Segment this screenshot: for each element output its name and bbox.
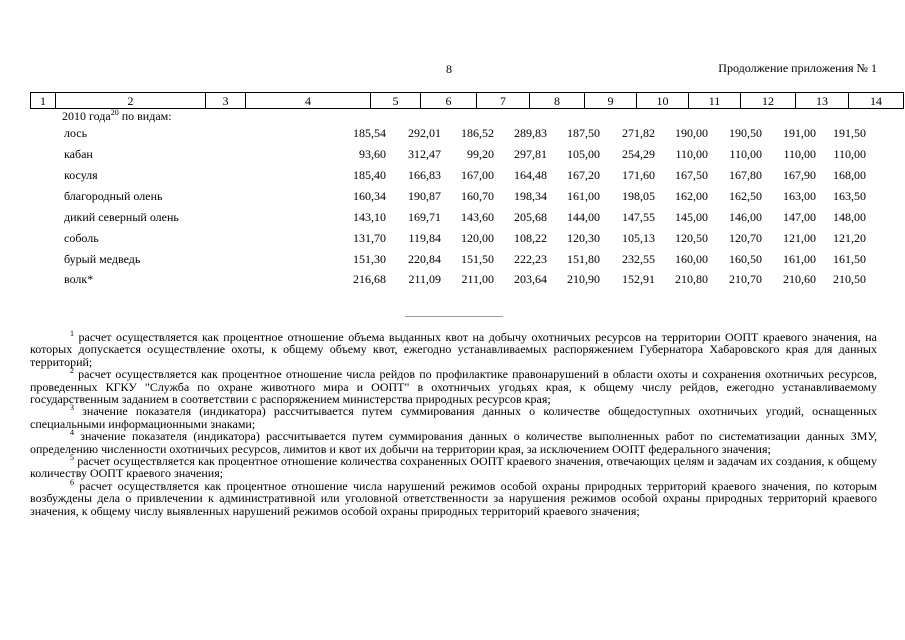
table-row <box>0 189 905 205</box>
value-cell: 143,60 <box>461 210 494 224</box>
species-label: бурый медведь <box>64 252 141 266</box>
value-cell: 93,60 <box>359 147 386 161</box>
footnote-number: 4 <box>70 428 74 438</box>
value-cell: 120,00 <box>461 231 494 245</box>
column-number-cell: 1 <box>31 93 56 109</box>
value-cell: 146,00 <box>729 210 762 224</box>
value-cell: 120,30 <box>567 231 600 245</box>
value-cell: 205,68 <box>514 210 547 224</box>
table-row <box>0 231 905 247</box>
footnote-text: значение показателя (индикатора) рассчитывается путем суммирования данных о количестве выполненных работ по систематизации данных ЗМУ, определению численности охотничьих ресурсов, лимитов и квот их добычи на территории края, за исключением ООПТ федерального значения; <box>30 429 877 456</box>
value-cell: 254,29 <box>622 147 655 161</box>
value-cell: 190,50 <box>729 126 762 140</box>
value-cell: 210,60 <box>783 272 816 286</box>
value-cell: 151,50 <box>461 252 494 266</box>
footnote <box>30 331 877 368</box>
species-label: соболь <box>64 231 99 245</box>
species-label: дикий северный олень <box>64 210 179 224</box>
column-number-cell: 7 <box>477 93 530 109</box>
value-cell: 121,00 <box>783 231 816 245</box>
table-row <box>0 252 905 268</box>
column-number-cell: 5 <box>371 93 421 109</box>
value-cell: 143,10 <box>353 210 386 224</box>
value-cell: 232,55 <box>622 252 655 266</box>
value-cell: 222,23 <box>514 252 547 266</box>
footnote-text: значение показателя (индикатора) рассчитывается путем суммирования данных о количестве общедоступных охотничьих угодий, оснащенных специальными информационными знаками; <box>30 404 878 431</box>
value-cell: 147,00 <box>783 210 816 224</box>
value-cell: 198,34 <box>514 189 547 203</box>
value-cell: 120,70 <box>729 231 762 245</box>
section-label-footnote-ref: 20 <box>110 108 119 117</box>
value-cell: 191,50 <box>833 126 866 140</box>
value-cell: 211,09 <box>408 272 441 286</box>
column-number-cell: 14 <box>849 93 904 109</box>
value-cell: 292,01 <box>408 126 441 140</box>
footnote-number: 1 <box>70 329 74 338</box>
section-label-prefix: 2010 года <box>62 109 111 123</box>
species-label: волк* <box>64 272 94 286</box>
footnote-number: 6 <box>70 477 74 487</box>
value-cell: 148,00 <box>833 210 866 224</box>
column-number-cell: 6 <box>421 93 477 109</box>
column-number-cell: 4 <box>246 93 371 109</box>
value-cell: 297,81 <box>514 147 547 161</box>
footnote <box>30 368 877 405</box>
value-cell: 187,50 <box>567 126 600 140</box>
value-cell: 190,87 <box>408 189 441 203</box>
value-cell: 185,40 <box>353 168 386 182</box>
value-cell: 161,50 <box>833 252 866 266</box>
species-label: лось <box>64 126 88 140</box>
value-cell: 152,91 <box>622 272 655 286</box>
column-number-cell: 8 <box>530 93 585 109</box>
value-cell: 119,84 <box>408 231 441 245</box>
section-label <box>62 108 172 124</box>
species-label: благородный олень <box>64 189 163 203</box>
value-cell: 169,71 <box>408 210 441 224</box>
value-cell: 99,20 <box>467 147 494 161</box>
value-cell: 151,80 <box>567 252 600 266</box>
table-row <box>0 210 905 226</box>
value-cell: 105,13 <box>622 231 655 245</box>
value-cell: 166,83 <box>408 168 441 182</box>
value-cell: 110,00 <box>729 147 762 161</box>
value-cell: 160,70 <box>461 189 494 203</box>
value-cell: 110,00 <box>833 147 866 161</box>
value-cell: 289,83 <box>514 126 547 140</box>
table-row <box>0 147 905 163</box>
table-row <box>0 272 905 288</box>
section-label-suffix: по видам: <box>118 109 172 123</box>
value-cell: 161,00 <box>783 252 816 266</box>
footnote-text: расчет осуществляется как процентное отношение количества сохраненных ООПТ краевого значения, отвечающих целям и задачам их создания, к общему количеству ООПТ краевого значения; <box>30 454 877 481</box>
column-number-table <box>30 92 904 109</box>
value-cell: 144,00 <box>567 210 600 224</box>
value-cell: 163,00 <box>783 189 816 203</box>
column-number-cell: 13 <box>796 93 849 109</box>
value-cell: 160,34 <box>353 189 386 203</box>
footnote-text: расчет осуществляется как процентное отношение числа рейдов по профилактике правонарушений в области охоты и сохранения охотничьих ресурсов, проведенных КГКУ "Служба по охране животного мира и ООПТ" в охотничьих угодьях края, к общему числу рейдов, ежегодно устанавливаемому государственным заданием в соответствии с распоряжением министерства природных ресурсов края; <box>30 367 877 407</box>
value-cell: 110,00 <box>783 147 816 161</box>
footnote <box>30 455 877 480</box>
value-cell: 120,50 <box>675 231 708 245</box>
value-cell: 110,00 <box>675 147 708 161</box>
column-number-cell: 9 <box>585 93 637 109</box>
footnote <box>30 477 878 518</box>
column-number-cell: 10 <box>637 93 689 109</box>
footnote-number: 2 <box>70 366 74 376</box>
value-cell: 190,00 <box>675 126 708 140</box>
value-cell: 186,52 <box>461 126 494 140</box>
value-cell: 198,05 <box>622 189 655 203</box>
value-cell: 271,82 <box>622 126 655 140</box>
value-cell: 167,50 <box>675 168 708 182</box>
column-number-cell: 3 <box>206 93 246 109</box>
value-cell: 171,60 <box>622 168 655 182</box>
value-cell: 211,00 <box>461 272 494 286</box>
value-cell: 203,64 <box>514 272 547 286</box>
table-row <box>0 126 905 142</box>
footnote-text: расчет осуществляется как процентное отношение объема выданных квот на добычу охотничьих ресурсов на территории ООПТ краевого значения, на которых допускается осуществление охоты, к общему объему квот, ежегодно устанавливаемых распоряжением Губернатора Хабаровского края для данных территорий; <box>30 330 877 369</box>
value-cell: 163,50 <box>833 189 866 203</box>
continuation-label: Продолжение приложения № 1 <box>718 61 877 75</box>
value-cell: 216,68 <box>353 272 386 286</box>
value-cell: 167,00 <box>461 168 494 182</box>
value-cell: 162,50 <box>729 189 762 203</box>
value-cell: 147,55 <box>622 210 655 224</box>
value-cell: 185,54 <box>353 126 386 140</box>
page-number: 8 <box>446 62 452 76</box>
value-cell: 131,70 <box>353 231 386 245</box>
footnote-number: 3 <box>70 403 74 413</box>
footnote <box>30 430 877 455</box>
table-row <box>0 168 905 184</box>
value-cell: 164,48 <box>514 168 547 182</box>
value-cell: 121,20 <box>833 231 866 245</box>
value-cell: 210,80 <box>675 272 708 286</box>
species-label: кабан <box>64 147 93 161</box>
footnotes <box>30 331 877 517</box>
value-cell: 167,90 <box>783 168 816 182</box>
value-cell: 160,00 <box>675 252 708 266</box>
value-cell: 105,00 <box>567 147 600 161</box>
value-cell: 162,00 <box>675 189 708 203</box>
value-cell: 161,00 <box>567 189 600 203</box>
value-cell: 191,00 <box>783 126 816 140</box>
value-cell: 167,20 <box>567 168 600 182</box>
column-number-cell: 2 <box>56 93 206 109</box>
value-cell: 160,50 <box>729 252 762 266</box>
value-cell: 108,22 <box>514 231 547 245</box>
value-cell: 167,80 <box>729 168 762 182</box>
footnote-text: расчет осуществляется как процентное отношение числа нарушений режимов особой охраны природных территорий краевого значения, по которым возбуждены дела о привлечении к административной или уголовной ответственности за нарушения режимов особой охраны природных территорий краевого значения, к общему числу выявленных нарушений режимов особой охраны природных территорий краевого значения; <box>30 478 878 518</box>
footnote-separator <box>405 316 503 317</box>
value-cell: 151,30 <box>353 252 386 266</box>
column-number-cell: 11 <box>689 93 741 109</box>
value-cell: 220,84 <box>408 252 441 266</box>
value-cell: 210,90 <box>567 272 600 286</box>
footnote <box>30 405 877 430</box>
value-cell: 210,70 <box>729 272 762 286</box>
value-cell: 312,47 <box>408 147 441 161</box>
species-label: косуля <box>64 168 98 182</box>
footnote-number: 5 <box>70 453 74 463</box>
value-cell: 210,50 <box>833 272 866 286</box>
value-cell: 168,00 <box>833 168 866 182</box>
value-cell: 145,00 <box>675 210 708 224</box>
column-number-cell: 12 <box>741 93 796 109</box>
